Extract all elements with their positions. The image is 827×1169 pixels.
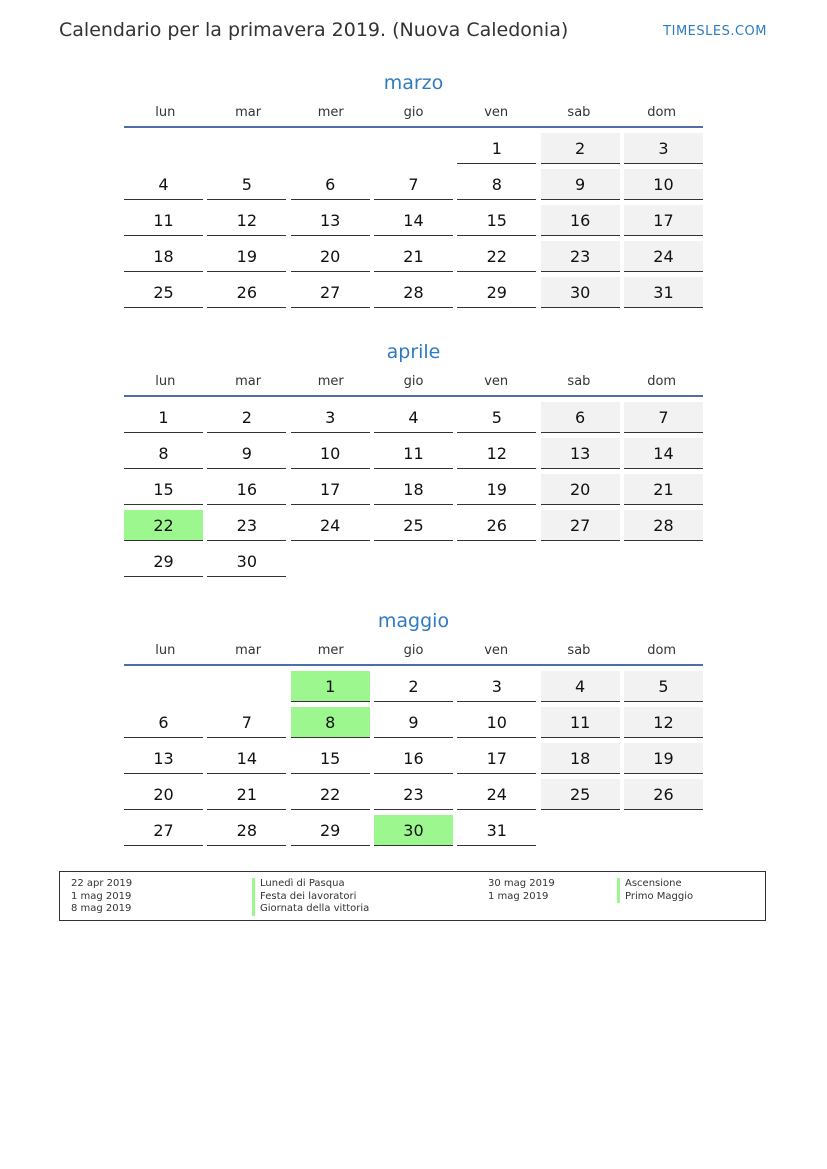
day-cell: 1 — [457, 133, 536, 164]
weekday-label: lun — [155, 374, 176, 389]
day-cell: 27 — [124, 815, 203, 846]
holiday-day-cell: 1 — [291, 671, 370, 702]
day-cell: 26 — [624, 779, 703, 810]
day-cell: 15 — [457, 205, 536, 236]
legend-holiday-name: Ascensione — [625, 878, 682, 889]
day-cell: 20 — [291, 241, 370, 272]
day-cell: 7 — [207, 707, 286, 738]
weekday-label: sab — [567, 643, 591, 658]
empty-cell — [124, 133, 203, 164]
day-grid — [124, 402, 703, 582]
day-cell: 12 — [207, 205, 286, 236]
day-cell: 6 — [291, 169, 370, 200]
day-cell: 16 — [207, 474, 286, 505]
day-cell: 6 — [124, 707, 203, 738]
day-cell: 29 — [291, 815, 370, 846]
weekday-label: gio — [403, 643, 424, 658]
day-cell: 18 — [374, 474, 453, 505]
day-cell: 4 — [374, 402, 453, 433]
weekday-label: ven — [484, 374, 509, 389]
day-cell: 21 — [624, 474, 703, 505]
day-cell: 28 — [374, 277, 453, 308]
empty-cell — [374, 133, 453, 164]
day-cell: 5 — [207, 169, 286, 200]
day-cell: 9 — [541, 169, 620, 200]
day-cell: 19 — [207, 241, 286, 272]
day-cell: 9 — [374, 707, 453, 738]
month-may — [124, 609, 703, 851]
day-cell: 13 — [541, 438, 620, 469]
day-cell: 7 — [624, 402, 703, 433]
day-cell: 11 — [541, 707, 620, 738]
day-cell: 3 — [624, 133, 703, 164]
day-cell: 17 — [291, 474, 370, 505]
day-cell: 7 — [374, 169, 453, 200]
day-cell: 4 — [541, 671, 620, 702]
day-grid — [124, 133, 703, 313]
weekday-label: dom — [647, 374, 677, 389]
day-cell: 28 — [624, 510, 703, 541]
day-cell: 10 — [457, 707, 536, 738]
empty-cell — [207, 671, 286, 702]
weekday-label: dom — [647, 643, 677, 658]
legend-date: 8 mag 2019 — [71, 903, 132, 914]
day-cell: 19 — [457, 474, 536, 505]
day-cell: 5 — [457, 402, 536, 433]
day-cell: 12 — [624, 707, 703, 738]
day-cell: 29 — [457, 277, 536, 308]
weekday-label: mar — [235, 105, 262, 120]
day-cell: 14 — [374, 205, 453, 236]
day-cell: 23 — [541, 241, 620, 272]
day-cell: 15 — [124, 474, 203, 505]
legend-names-right — [617, 878, 693, 903]
legend-dates-left — [71, 878, 132, 916]
day-cell: 25 — [541, 779, 620, 810]
day-cell: 25 — [374, 510, 453, 541]
day-cell: 4 — [124, 169, 203, 200]
day-cell: 25 — [124, 277, 203, 308]
day-cell: 11 — [124, 205, 203, 236]
day-cell: 2 — [541, 133, 620, 164]
day-cell: 23 — [374, 779, 453, 810]
weekday-label: mar — [235, 643, 262, 658]
weekday-header — [124, 642, 703, 666]
empty-cell — [124, 671, 203, 702]
day-cell: 10 — [291, 438, 370, 469]
day-cell: 2 — [207, 402, 286, 433]
legend-dates-right — [488, 878, 555, 903]
page-title: Calendario per la primavera 2019. (Nuova Caledonia) — [59, 19, 569, 41]
day-cell: 19 — [624, 743, 703, 774]
legend-holiday-name: Primo Maggio — [625, 890, 694, 902]
day-cell: 21 — [374, 241, 453, 272]
weekday-header — [124, 373, 703, 397]
day-cell: 29 — [124, 546, 203, 577]
day-cell: 31 — [624, 277, 703, 308]
weekday-label: lun — [155, 643, 176, 658]
weekday-header — [124, 104, 703, 128]
weekday-label: sab — [567, 105, 591, 120]
day-cell: 30 — [541, 277, 620, 308]
weekday-label: sab — [567, 374, 591, 389]
legend-date: 22 apr 2019 — [71, 878, 133, 889]
day-cell: 16 — [374, 743, 453, 774]
legend-holiday-name: Giornata della vittoria — [260, 903, 370, 914]
day-cell: 17 — [457, 743, 536, 774]
empty-cell — [291, 133, 370, 164]
day-cell: 27 — [291, 277, 370, 308]
day-cell: 17 — [624, 205, 703, 236]
day-cell: 21 — [207, 779, 286, 810]
day-cell: 20 — [124, 779, 203, 810]
weekday-label: mar — [235, 374, 262, 389]
day-grid — [124, 671, 703, 851]
holiday-day-cell: 30 — [374, 815, 453, 846]
month-march — [124, 71, 703, 313]
weekday-label: ven — [484, 643, 509, 658]
legend-date: 30 mag 2019 — [488, 878, 555, 889]
day-cell: 26 — [207, 277, 286, 308]
weekday-label: mer — [317, 374, 344, 389]
day-cell: 5 — [624, 671, 703, 702]
day-cell: 24 — [457, 779, 536, 810]
day-cell: 10 — [624, 169, 703, 200]
day-cell: 3 — [457, 671, 536, 702]
weekday-label: mer — [317, 643, 344, 658]
month-name: marzo — [383, 72, 444, 94]
day-cell: 3 — [291, 402, 370, 433]
day-cell: 22 — [291, 779, 370, 810]
day-cell: 31 — [457, 815, 536, 846]
holiday-day-cell: 8 — [291, 707, 370, 738]
day-cell: 2 — [374, 671, 453, 702]
day-cell: 26 — [457, 510, 536, 541]
weekday-label: ven — [484, 105, 509, 120]
day-cell: 23 — [207, 510, 286, 541]
day-cell: 9 — [207, 438, 286, 469]
weekday-label: dom — [647, 105, 677, 120]
day-cell: 11 — [374, 438, 453, 469]
day-cell: 22 — [457, 241, 536, 272]
day-cell: 6 — [541, 402, 620, 433]
day-cell: 18 — [124, 241, 203, 272]
day-cell: 1 — [124, 402, 203, 433]
day-cell: 14 — [624, 438, 703, 469]
day-cell: 30 — [207, 546, 286, 577]
weekday-label: gio — [403, 105, 424, 120]
day-cell: 27 — [541, 510, 620, 541]
month-april — [124, 340, 703, 582]
legend-names-left — [252, 878, 369, 916]
day-cell: 18 — [541, 743, 620, 774]
weekday-label: mer — [317, 105, 344, 120]
legend-date: 1 mag 2019 — [71, 890, 132, 902]
day-cell: 28 — [207, 815, 286, 846]
brand-link[interactable]: TIMESLES.COM — [663, 24, 767, 39]
day-cell: 12 — [457, 438, 536, 469]
day-cell: 13 — [124, 743, 203, 774]
day-cell: 8 — [457, 169, 536, 200]
day-cell: 24 — [291, 510, 370, 541]
day-cell: 15 — [291, 743, 370, 774]
day-cell: 24 — [624, 241, 703, 272]
day-cell: 8 — [124, 438, 203, 469]
holiday-day-cell: 22 — [124, 510, 203, 541]
month-name: aprile — [386, 341, 441, 363]
weekday-label: lun — [155, 105, 176, 120]
day-cell: 20 — [541, 474, 620, 505]
weekday-label: gio — [403, 374, 424, 389]
legend-holiday-name: Festa dei lavoratori — [260, 890, 357, 902]
legend-holiday-name: Lunedì di Pasqua — [260, 878, 345, 889]
legend-date: 1 mag 2019 — [488, 890, 549, 902]
empty-cell — [207, 133, 286, 164]
holiday-legend — [59, 871, 766, 921]
day-cell: 13 — [291, 205, 370, 236]
day-cell: 14 — [207, 743, 286, 774]
month-name: maggio — [377, 610, 450, 632]
day-cell: 16 — [541, 205, 620, 236]
